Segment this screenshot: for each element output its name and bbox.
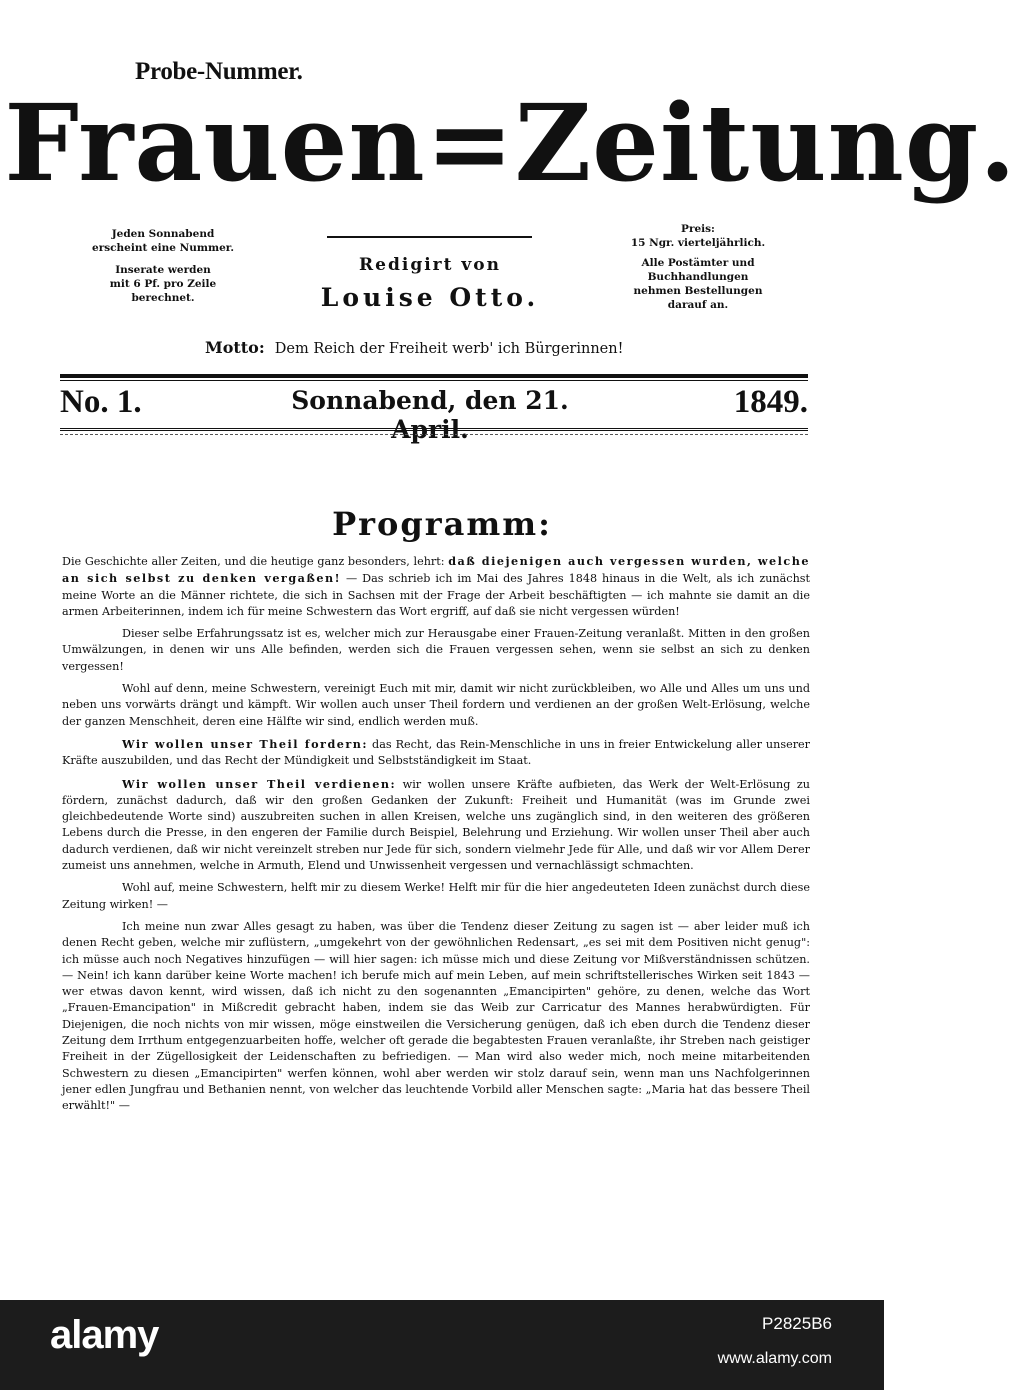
image-id: P2825B6 [762, 1314, 832, 1333]
right-info-box [618, 222, 778, 312]
site-url: www.alamy.com [717, 1350, 832, 1367]
masthead-title: Frauen=Zeitung. [4, 80, 1017, 205]
issue-number: No. 1. [60, 384, 142, 420]
paragraph: Wohl auf denn, meine Schwestern, vereinigt Euch mit mir, damit wir nicht zurückbleiben, wo Alle und Alles um uns und neben uns vorwärts drängt und kämpft. Wir wollen auch unser Theil fordern und verdienen an der großen Welt-Erlösung, welche der ganzen Menschheit, deren eine Hälfte wir sind, endlich werden muß. [62, 682, 810, 728]
bottom-rule [60, 428, 808, 431]
right-info-line: darauf an. [667, 299, 729, 311]
article-body [62, 553, 810, 1121]
paragraph: Wir wollen unser Theil fordern: das Recht, das Rein-Menschliche in uns in freier Entwickelung aller unserer Kräfte auszubilden, und das Recht der Mündigkeit und Selbstständigkeit im Staat. [62, 736, 811, 768]
right-info-line: Buchhandlungen [647, 271, 749, 283]
left-info-line: mit 6 Pf. pro Zeile [109, 278, 217, 290]
left-info-box [78, 227, 248, 305]
paragraph: Dieser selbe Erfahrungssatz ist es, welcher mich zur Herausgabe einer Frauen-Zeitung veranlaßt. Mitten in den großen Umwälzungen, in denen wir uns Alle befinden, werden sich die Frauen vergessen sehen, wenn sie selbst an sich zu denken vergessen! [62, 627, 810, 673]
top-rule-thin [60, 380, 808, 381]
motto-label: Motto: [205, 338, 265, 357]
editor-name: Louise Otto. [320, 283, 540, 312]
right-info-line: Preis: [681, 223, 715, 235]
paragraph: Die Geschichte aller Zeiten, und die heutige ganz besonders, lehrt: daß diejenigen auch vergessen wurden, welche an sich selbst zu denken vergaßen! — Das schrieb ich im Mai des Jahres 1848 hinaus in die Welt, als ich zunächst meine Worte an die Männer richtete, die sich in Sachsen mit der Frage der Arbeit beschäftigten — ich mahnte sie damit an die armen Arbeiterinnen, indem ich für meine Schwestern das Wort ergriff, auf daß sie nicht vergessen würden! [62, 554, 811, 618]
left-info-line: berechnet. [131, 292, 195, 304]
right-info-line: 15 Ngr. vierteljährlich. [630, 237, 766, 249]
paragraph: Ich meine nun zwar Alles gesagt zu haben, was über die Tendenz dieser Zeitung zu sagen ist — aber leider muß ich denen Recht geben, welche mir zuflüstern, „umgekehrt von der gewöhnlichen Redensart, „es sei mit dem Positiven nicht genug": ich müsse auch noch Negatives hinzufügen — will hier sagen: ich müsse mich und diese Zeitung vor Mißverständnissen schützen. — Nein! ich kann darüber keine Worte machen! ich berufe mich auf mein Leben, auf mein schriftstellerisches Wirken seit 1843 — wer etwas davon kennt, wird wissen, daß ich nicht zu den sogenannten „Emancipirten" gehöre, zu denen, welche das Wort „Frauen-Emancipation" in Mißcredit gebracht haben, indem sie das Weib zur Carricatur des Mannes herabwürdigten. Für Diejenigen, die noch nichts von mir wissen, möge einstweilen die Versicherung genügen, daß ich eben durch die Tendenz dieser Zeitung dem Irrthum entgegenzuarbeiten hoffe, welcher oft gerade die begabtesten Frauen veranlaßte, ihr Streben nach geistiger Freiheit in der Zügellosigkeit der Leidenschaften zu befriedigen. — Man wird also weder mich, noch meine mitarbeitenden Schwestern zu diesen „Emancipirten" werfen können, wohl aber werden wir stolz darauf sein, wenn man uns Nachfolgerinnen jener edlen Jungfrau und Bethanien nennt, von welcher das leuchtende Vorbild aller Menschen sagte: „Maria hat das bessere Theil erwählt!" — [62, 919, 810, 1113]
dateline [60, 384, 808, 444]
motto-text: Dem Reich der Freiheit werb' ich Bürgerinnen! [274, 341, 624, 357]
right-info-line: nehmen Bestellungen [633, 285, 763, 297]
paragraph: Wir wollen unser Theil verdienen: wir wollen unsere Kräfte aufbieten, das Werk der Welt-Erlösung zu fördern, zunächst dadurch, daß wir den großen Gedanken der Zukunft: Freiheit und Humanität (was im Grunde zwei gleichbedeutende Worte sind) auszubreiten suchen in allen Kreisen, welche uns zugänglich sind, in den weiteren des größeren Lebens durch die Presse, in den engeren der Familie durch Beispiel, Belehrung und Erziehung. Wir wollen unser Theil aber auch dadurch verdienen, daß wir nicht vereinzelt streben nur Jede für sich, sondern vielmehr Jede für Alle, und daß wir vor Allem Derer zumeist uns annehmen, welche in Armuth, Elend und Unwissenheit vergessen und vernachlässigt schmachten. [62, 776, 810, 873]
motto [205, 338, 675, 357]
issue-year: 1849. [733, 384, 808, 420]
issue-date: Sonnabend, den 21. April. [291, 386, 569, 444]
paragraph: Wohl auf, meine Schwestern, helft mir zu diesem Werke! Helft mir für die hier angedeuteten Ideen zunächst durch diese Zeitung wirken! — [62, 881, 810, 911]
brand-logo: alamy [50, 1313, 159, 1357]
probe-label: Probe-Nummer. [135, 58, 303, 85]
center-divider [327, 236, 532, 238]
left-info-line: Jeden Sonnabend [111, 228, 215, 240]
right-info-line: Alle Postämter und [641, 257, 755, 269]
left-info-line: Inserate werden [115, 264, 211, 276]
left-info-line: erscheint eine Nummer. [92, 242, 234, 254]
bottom-rule-dashed [60, 434, 808, 435]
top-rule [60, 374, 808, 378]
article-title: Programm: [332, 505, 552, 543]
redigirt-label: Redigirt von [359, 255, 501, 275]
